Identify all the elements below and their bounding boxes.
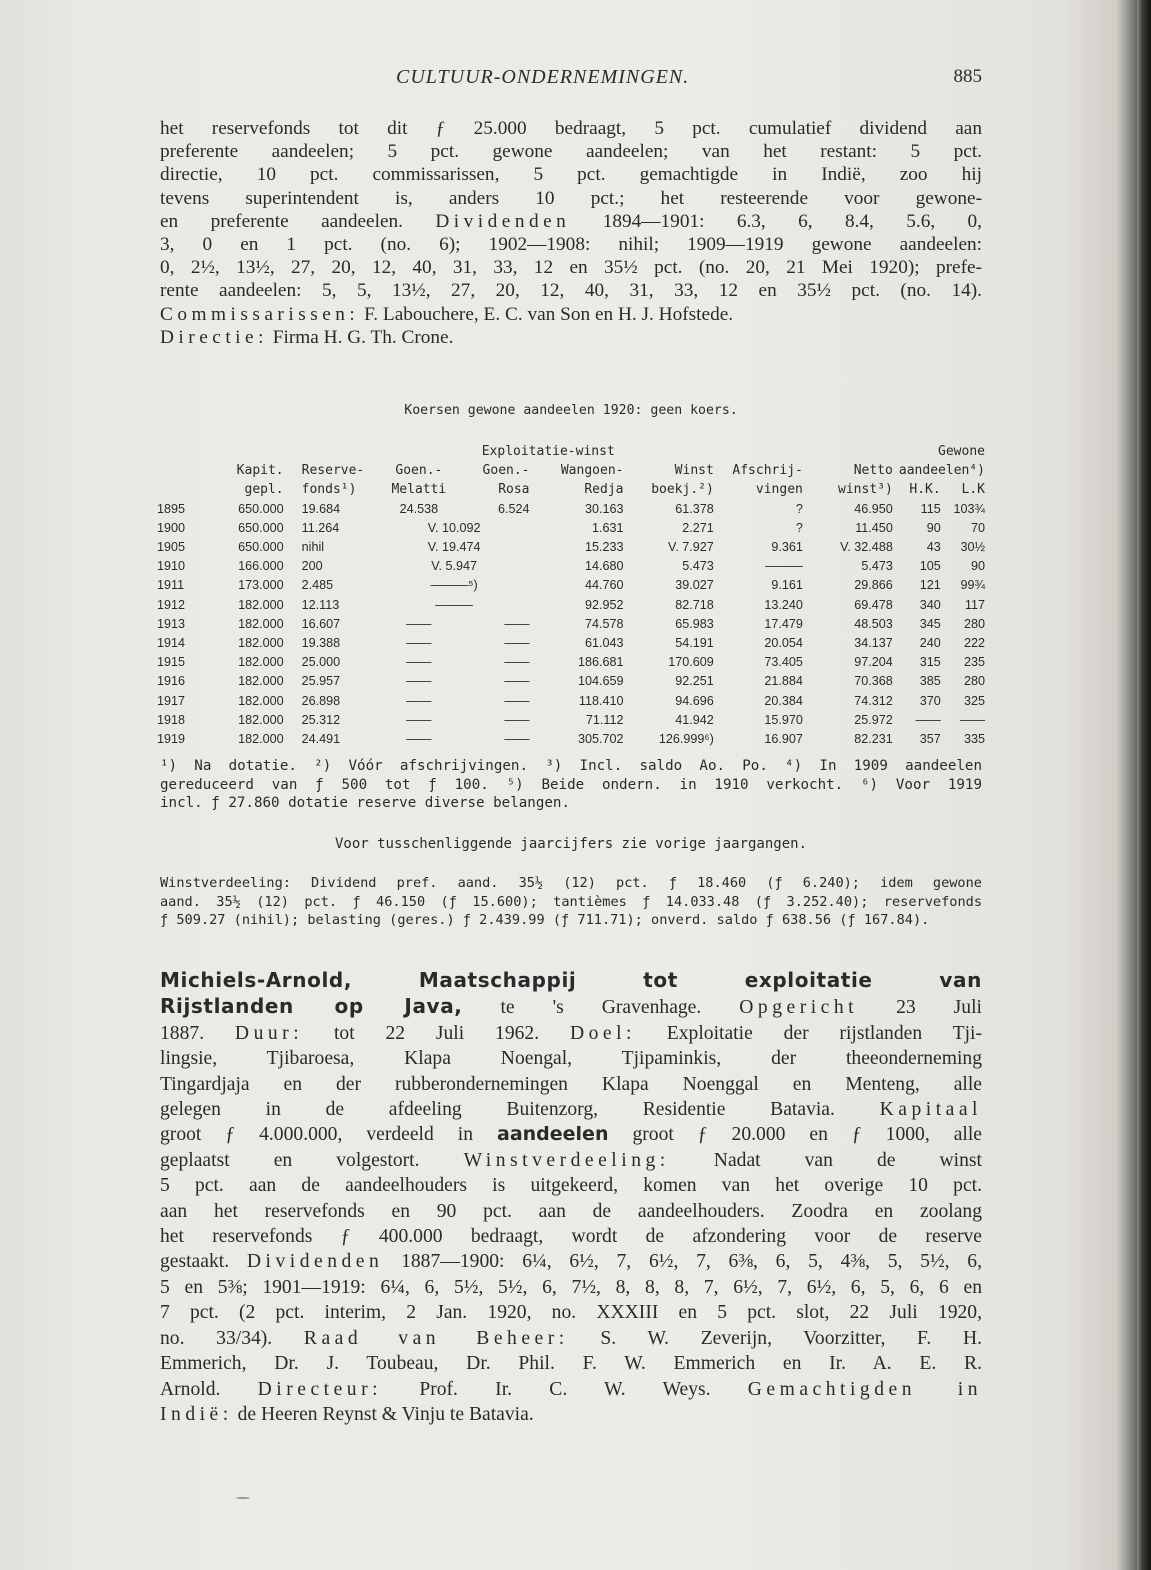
- text-line: het reservefonds tot dit ƒ 25.000 bedraagt, 5 pct. cumulatief dividend aan: [160, 118, 982, 139]
- table-cell: 186.681: [577, 655, 624, 670]
- dividenden-label: Dividenden: [435, 210, 571, 232]
- table-cell: ———⁵): [430, 578, 478, 593]
- intro-paragraph: [160, 117, 982, 349]
- text-line: Indië: de Heeren Reynst & Vinju te Batavia.: [160, 1403, 534, 1425]
- col-header: aandeelen⁴): [898, 463, 985, 479]
- indie-label: Indië:: [160, 1403, 233, 1425]
- table-row: [157, 557, 985, 576]
- table-row: [157, 634, 985, 653]
- table-cell: 370: [919, 693, 941, 708]
- group-header-gewone: Gewone: [938, 444, 985, 459]
- table-row: [157, 576, 985, 595]
- year-cell: 1913: [157, 616, 186, 631]
- table-cell: 385: [919, 674, 941, 689]
- table-cell: 41.942: [675, 712, 714, 727]
- table-cell: 2.485: [301, 578, 334, 593]
- table-cell: 9.161: [771, 578, 803, 593]
- table-cell: ——: [504, 636, 530, 651]
- running-title: CULTUUR-ONDERNEMINGEN.: [396, 66, 690, 88]
- text-line: geplaatst en volgestort. Winstverdeeling: Nadat van de winst: [160, 1149, 982, 1171]
- table-cell: V. 19.474: [427, 540, 481, 555]
- text-line: aan het reservefonds en 90 pct. aan de aandeelhouders. Zoodra en zoolang: [160, 1200, 982, 1222]
- winstverdeeling-block: [160, 874, 982, 930]
- table-cell: ——: [406, 616, 432, 631]
- table-cell: 103¾: [953, 501, 985, 516]
- table-cell: 1.631: [591, 520, 624, 535]
- table-cell: 5.473: [861, 559, 893, 574]
- table-cell: 16.907: [764, 732, 803, 747]
- table-cell: 15.970: [764, 712, 803, 727]
- table-cell: 70.368: [854, 674, 893, 689]
- directie-label: Directie:: [160, 326, 268, 348]
- table-cell: 12.113: [301, 597, 340, 612]
- table-cell: 115: [920, 501, 941, 516]
- table-cell: 15.233: [584, 540, 624, 555]
- table-cell: 61.378: [675, 501, 714, 516]
- table-cell: 25.957: [301, 674, 341, 689]
- year-cell: 1900: [157, 520, 186, 535]
- table-cell: 74.578: [584, 616, 624, 631]
- table-cell: 182.000: [238, 732, 284, 747]
- dividenden-label: Dividenden: [246, 1251, 384, 1273]
- text-line: 7 pct. (2 pct. interim, 2 Jan. 1920, no. XXXIII en 5 pct. slot, 22 Juli 1920,: [160, 1302, 982, 1324]
- table-cell: 97.204: [854, 655, 893, 670]
- text-line: Tingardjaja en der rubberondernemingen Klapa Noenggal en Menteng, alle: [160, 1073, 982, 1095]
- doel-label: Doel:: [569, 1022, 636, 1044]
- table-footnotes: [160, 757, 982, 813]
- text-line: het reservefonds ƒ 400.000 bedraagt, wordt de afzondering voor de reserve: [160, 1226, 982, 1248]
- table-cell: 21.884: [764, 674, 803, 689]
- commissarissen-label: Commissarissen:: [160, 303, 360, 325]
- table-row: [157, 596, 985, 615]
- tusschen-line: Voor tusschenliggende jaarcijfers zie vorige jaargangen.: [334, 836, 807, 852]
- table-cell: ———: [435, 597, 473, 612]
- table-cell: 30.163: [584, 501, 624, 516]
- table-cell: 182.000: [238, 674, 284, 689]
- year-cell: 1917: [157, 693, 186, 708]
- text-line: lingsie, Tjibaroesa, Klapa Noengal, Tjipaminkis, der theeonderneming: [160, 1048, 982, 1070]
- table-row: [157, 500, 985, 519]
- col-header: Netto: [853, 463, 893, 479]
- koersen-line: Koersen gewone aandeelen 1920: geen koers.: [404, 403, 738, 418]
- table-group-header: [157, 442, 985, 461]
- year-cell: 1918: [157, 712, 186, 727]
- table-cell: 182.000: [238, 636, 284, 651]
- table-cell: 335: [963, 732, 985, 747]
- text-line: Directie: Firma H. G. Th. Crone.: [160, 326, 454, 348]
- table-cell: 182.000: [238, 693, 284, 708]
- table-cell: 30½: [960, 540, 985, 555]
- text-line: 5 pct. aan de aandeelhouders is uitgekeerd, komen van het overige 10 pct.: [160, 1175, 982, 1197]
- text-line: Emmerich, Dr. J. Toubeau, Dr. Phil. F. W. Emmerich en Ir. A. E. R.: [160, 1353, 982, 1375]
- table-cell: 94.696: [675, 693, 714, 708]
- raad-label: Raad van Beheer:: [303, 1327, 569, 1349]
- table-cell: 11.450: [855, 520, 893, 535]
- year-cell: 1919: [157, 732, 186, 747]
- table-cell: 44.760: [584, 578, 624, 593]
- table-cell: 92.952: [584, 597, 624, 612]
- col-header: Redja: [584, 482, 624, 498]
- col-header: fonds¹): [301, 482, 357, 498]
- table-cell: V. 5.947: [431, 559, 477, 574]
- table-cell: 117: [964, 597, 985, 612]
- table-cell: V. 10.092: [427, 520, 481, 535]
- page-binding-edge: [1137, 0, 1151, 1570]
- table-cell: 170.609: [668, 655, 714, 670]
- col-header: L.K: [961, 482, 985, 498]
- company-name: Michiels-Arnold, Maatschappij tot exploitatie van: [160, 968, 982, 992]
- table-cell: ——: [504, 655, 530, 670]
- table-cell: 25.972: [854, 712, 893, 727]
- table-header-row: [157, 461, 985, 480]
- table-row: [157, 730, 985, 749]
- table-cell: 6.524: [498, 501, 530, 516]
- group-header-exploitatie: Exploitatie-winst: [481, 444, 615, 459]
- table-row: [157, 653, 985, 672]
- table-cell: 73.405: [764, 655, 803, 670]
- table-cell: ——: [504, 712, 530, 727]
- table-cell: 305.702: [577, 732, 624, 747]
- table-cell: 20.054: [764, 636, 803, 651]
- winst-line: Winstverdeeling: Dividend pref. aand. 35½ (12) pct. ƒ 18.460 (ƒ 6.240); idem gewone: [160, 875, 982, 891]
- table-cell: 105: [919, 559, 941, 574]
- winstverdeeling-label: Winstverdeeling:: [463, 1149, 670, 1171]
- text-line: tevens superintendent is, anders 10 pct.; het resteerende voor gewone-: [160, 187, 982, 209]
- table-cell: 182.000: [238, 655, 284, 670]
- table-cell: ——: [406, 674, 432, 689]
- year-cell: 1914: [157, 636, 186, 651]
- financial-table: [157, 442, 985, 749]
- year-cell: 1895: [157, 501, 186, 516]
- table-cell: 650.000: [238, 520, 284, 535]
- table-cell: ——: [504, 693, 530, 708]
- table-row: [157, 711, 985, 730]
- table-row: [157, 692, 985, 711]
- opgericht-label: Opgericht: [739, 997, 859, 1019]
- footnote-line: gereduceerd van ƒ 500 tot ƒ 100. ⁵) Beide ondern. in 1910 verkocht. ⁶) Voor 1919: [160, 776, 982, 793]
- col-header: Rosa: [498, 482, 530, 498]
- running-header: [160, 66, 982, 92]
- table-cell: 61.043: [584, 636, 624, 651]
- table-cell: ——: [406, 712, 432, 727]
- table-cell: 14.680: [584, 559, 624, 574]
- table-row: [157, 672, 985, 691]
- table-cell: 345: [919, 616, 941, 631]
- text-line: 5 en 5⅜; 1901—1919: 6¼, 6, 5½, 5½, 6, 7½, 8, 8, 8, 7, 6½, 7, 6½, 6, 5, 6, 6 en: [160, 1276, 982, 1298]
- table-cell: ?: [795, 520, 803, 535]
- table-cell: 340: [919, 597, 941, 612]
- table-cell: 280: [963, 674, 985, 689]
- winst-line: aand. 35½ (12) pct. ƒ 46.150 (ƒ 15.600); tantièmes ƒ 14.033.48 (ƒ 3.252.40); reservefonds: [160, 893, 982, 910]
- scan-mark: [236, 1497, 250, 1499]
- table-cell: 19.388: [301, 636, 341, 651]
- table-cell: 17.479: [764, 616, 803, 631]
- page-number: 885: [953, 66, 982, 87]
- table-cell: 29.866: [854, 578, 893, 593]
- entry-heading: [160, 968, 982, 994]
- table-cell: 5.473: [682, 559, 714, 574]
- table-cell: 222: [963, 636, 985, 651]
- year-cell: 1905: [157, 540, 186, 555]
- footnote-line: ¹) Na dotatie. ²) Vóór afschrijvingen. ³) Incl. saldo Ao. Po. ⁴) In 1909 aandeelen: [160, 758, 982, 774]
- footnote-line: incl. ƒ 27.860 dotatie reserve diverse belangen.: [160, 795, 570, 812]
- table-cell: 13.240: [764, 597, 803, 612]
- table-row: [157, 615, 985, 634]
- table-cell: ——: [504, 732, 530, 747]
- winst-line: ƒ 509.27 (nihil); belasting (geres.) ƒ 2.439.99 (ƒ 711.71); onverd. saldo ƒ 638.56 (ƒ 167.84).: [160, 912, 930, 929]
- kapitaal-label: Kapitaal: [879, 1099, 982, 1121]
- table-cell: 16.607: [301, 616, 341, 631]
- table-cell: 65.983: [675, 616, 714, 631]
- michiels-entry: [160, 968, 982, 1427]
- table-cell: 48.503: [854, 616, 893, 631]
- text-line: gelegen in de afdeeling Buitenzorg, Residentie Batavia. Kapitaal: [160, 1099, 982, 1121]
- col-header: Afschrij-: [732, 463, 803, 479]
- text-line: gestaakt. Dividenden 1887—1900: 6¼, 6½, 7, 6½, 7, 6⅜, 6, 5, 4⅜, 5, 5½, 6,: [160, 1251, 982, 1273]
- text-line: 0, 2½, 13½, 27, 20, 12, 40, 31, 33, 12 en 35½ pct. (no. 20, 21 Mei 1920); prefe-: [160, 257, 982, 279]
- col-header: boekj.²): [651, 482, 714, 498]
- table-cell: 70: [970, 520, 985, 535]
- col-header: vingen: [755, 482, 803, 498]
- table-cell: 9.361: [771, 540, 803, 555]
- table-cell: 182.000: [238, 597, 284, 612]
- table-cell: ——: [406, 636, 432, 651]
- table-cell: 240: [919, 636, 941, 651]
- table-cell: 200: [301, 559, 323, 574]
- gemachtigden-label: Gemachtigden in: [747, 1378, 982, 1400]
- col-header: Kapit.: [236, 463, 284, 479]
- text-line: no. 33/34). Raad van Beheer: S. W. Zeverijn, Voorzitter, F. H.: [160, 1327, 982, 1349]
- table-cell: 121: [919, 578, 941, 593]
- table-cell: ———: [765, 559, 803, 574]
- table-cell: ——: [504, 616, 530, 631]
- directeur-label: Directeur:: [257, 1378, 383, 1400]
- table-cell: ——: [915, 712, 941, 727]
- table-cell: 34.137: [854, 636, 893, 651]
- table-cell: ——: [406, 655, 432, 670]
- table-cell: 24.538: [399, 501, 439, 516]
- table-row: [157, 519, 985, 538]
- col-header: H.K.: [909, 482, 941, 498]
- table-cell: ——: [406, 732, 432, 747]
- table-cell: 173.000: [238, 578, 284, 593]
- table-header-row: [157, 480, 985, 499]
- table-cell: 43: [926, 540, 941, 555]
- aandeelen-word: aandeelen: [497, 1123, 609, 1146]
- table-cell: 315: [919, 655, 941, 670]
- table-cell: 54.191: [675, 636, 714, 651]
- table-cell: 118.410: [578, 693, 624, 708]
- table-cell: 90: [970, 559, 985, 574]
- table-cell: 182.000: [238, 712, 284, 727]
- col-header: Winst: [674, 463, 714, 479]
- col-header: Melatti: [391, 482, 447, 498]
- table-cell: 92.251: [675, 674, 714, 689]
- text-line: 3, 0 en 1 pct. (no. 6); 1902—1908: nihil; 1909—1919 gewone aandeelen:: [160, 234, 982, 256]
- table-cell: nihil: [301, 540, 325, 555]
- year-cell: 1915: [157, 655, 186, 670]
- table-cell: 82.231: [854, 732, 893, 747]
- table-cell: 24.491: [301, 732, 341, 747]
- table-cell: 357: [919, 732, 941, 747]
- col-header: Reserve-: [301, 463, 365, 479]
- text-line: Commissarissen: F. Labouchere, E. C. van Son en H. J. Hofstede.: [160, 303, 734, 325]
- table-cell: ——: [504, 674, 530, 689]
- text-line: 1887. Duur: tot 22 Juli 1962. Doel: Exploitatie der rijstlanden Tji-: [160, 1022, 982, 1044]
- table-cell: 46.950: [854, 501, 893, 516]
- text-line: Rijstlanden op Java, te 's Gravenhage. Opgericht 23 Juli: [160, 994, 982, 1019]
- table-cell: 82.718: [675, 597, 714, 612]
- year-cell: 1910: [157, 559, 186, 574]
- col-header: gepl.: [244, 482, 284, 498]
- table-cell: 2.271: [682, 520, 714, 535]
- text-line: groot ƒ 4.000.000, verdeeld in aandeelen groot ƒ 20.000 en ƒ 1000, alle: [160, 1123, 982, 1146]
- table-cell: 182.000: [238, 616, 284, 631]
- table-cell: ——: [406, 693, 432, 708]
- text-line: directie, 10 pct. commissarissen, 5 pct. gemachtigde in Indië, zoo hij: [160, 164, 982, 186]
- year-cell: 1916: [157, 674, 186, 689]
- year-cell: 1912: [157, 597, 186, 612]
- table-cell: 104.659: [577, 674, 624, 689]
- table-cell: 39.027: [675, 578, 714, 593]
- year-cell: 1911: [157, 578, 185, 593]
- table-cell: ——: [959, 712, 985, 727]
- table-cell: 235: [963, 655, 985, 670]
- table-cell: 25.000: [301, 655, 341, 670]
- table-cell: 19.684: [301, 501, 341, 516]
- table-cell: 650.000: [238, 540, 284, 555]
- table-cell: 11.264: [301, 520, 340, 535]
- table-cell: 650.000: [238, 501, 284, 516]
- col-header: Goen.-: [482, 463, 530, 479]
- table-cell: 20.384: [764, 693, 803, 708]
- table-cell: 99¾: [960, 578, 985, 593]
- table-cell: 74.312: [854, 693, 893, 708]
- text-line: Arnold. Directeur: Prof. Ir. C. W. Weys. Gemachtigden in: [160, 1378, 982, 1400]
- text-line: rente aandeelen: 5, 5, 13½, 27, 20, 12, 40, 31, 33, 12 en 35½ pct. (no. 14).: [160, 280, 982, 302]
- table-cell: V. 7.927: [668, 540, 714, 555]
- table-cell: V. 32.488: [840, 540, 893, 555]
- text-line: en preferente aandeelen. Dividenden 1894—1901: 6.3, 6, 8.4, 5.6, 0,: [160, 210, 982, 232]
- table-cell: 166.000: [238, 559, 284, 574]
- table-cell: 69.478: [854, 597, 893, 612]
- table-cell: ?: [795, 501, 803, 516]
- table-row: [157, 538, 985, 557]
- table-cell: 90: [926, 520, 941, 535]
- duur-label: Duur:: [234, 1022, 304, 1044]
- table-cell: 280: [963, 616, 985, 631]
- table-cell: 325: [963, 693, 985, 708]
- table-cell: 25.312: [301, 712, 341, 727]
- col-header: Goen.-: [395, 463, 443, 479]
- text-line: preferente aandeelen; 5 pct. gewone aandeelen; van het restant: 5 pct.: [160, 141, 982, 163]
- col-header: Wangoen-: [560, 463, 624, 479]
- col-header: winst³): [838, 482, 893, 498]
- table-cell: 26.898: [301, 693, 341, 708]
- table-cell: 126.999⁶): [658, 732, 714, 747]
- table-cell: 71.112: [585, 712, 624, 727]
